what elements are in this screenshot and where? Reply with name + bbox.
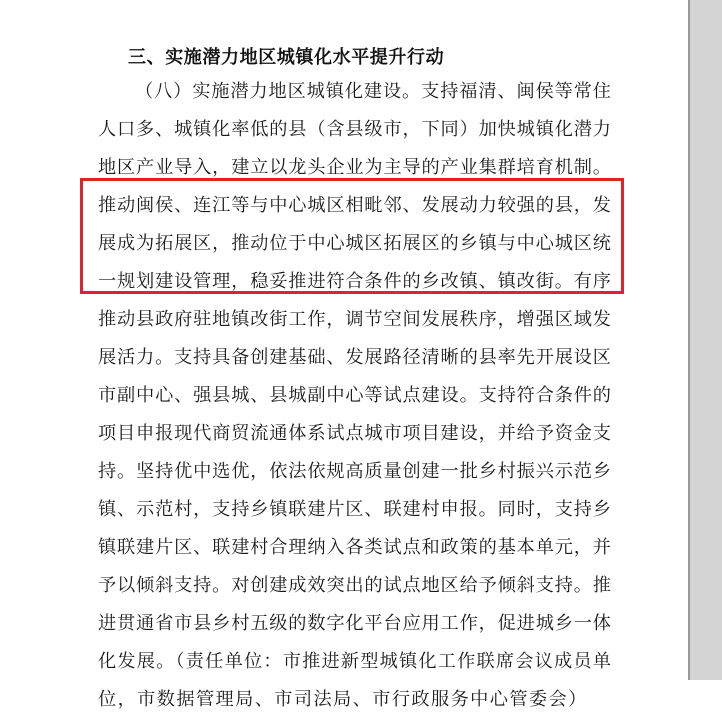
paragraph-line-11: 持。坚持优中选优，依法依规高质量创建一批乡村振兴示范乡 (98, 461, 611, 482)
paragraph-line-17: 位，市数据管理局、市司法局、市行政服务中心管委会） (98, 689, 588, 710)
paragraph-line-14: 予以倾斜支持。对创建成效突出的试点地区给予倾斜支持。推 (98, 575, 611, 596)
paragraph-line-7: 推动县政府驻地镇改街工作，调节空间发展秩序，增强区域发 (98, 309, 611, 330)
paragraph-line-3: 地区产业导入，建立以龙头企业为主导的产业集群培育机制。 (98, 157, 611, 178)
highlight-box (80, 178, 624, 294)
paragraph-line-6: 一规划建设管理，稳妥推进符合条件的乡改镇、镇改街。有序 (98, 271, 611, 292)
paragraph-line-5: 展成为拓展区，推动位于中心城区拓展区的乡镇与中心城区统 (98, 233, 611, 254)
paragraph-line-10: 项目申报现代商贸流通体系试点城市项目建设，并给予资金支 (98, 423, 611, 444)
section-heading: 三、实施潜力地区城镇化水平提升行动 (128, 47, 445, 68)
paragraph-line-9: 市副中心、强县城、县城副中心等试点建设。支持符合条件的 (98, 385, 611, 406)
paragraph-line-2: 人口多、城镇化率低的县（含县级市，下同）加快城镇化潜力 (98, 119, 611, 140)
paragraph-line-13: 镇联建片区、联建村合理纳入各类试点和政策的基本单元，并 (98, 537, 611, 558)
paragraph-line-1: （八）实施潜力地区城镇化建设。支持福清、闽侯等常住 (135, 81, 611, 102)
page-edge-shadow (688, 0, 690, 680)
paragraph-line-4: 推动闽侯、连江等与中心城区相毗邻、发展动力较强的县，发 (98, 195, 611, 216)
viewer-gutter (688, 0, 722, 680)
paragraph-line-8: 展活力。支持具备创建基础、发展路径清晰的县率先开展设区 (98, 347, 611, 368)
paragraph-line-16: 化发展。（责任单位：市推进新型城镇化工作联席会议成员单 (98, 651, 611, 672)
paragraph-line-12: 镇、示范村，支持乡镇联建片区、联建村申报。同时，支持乡 (98, 499, 611, 520)
paragraph-line-15: 进贯通省市县乡村五级的数字化平台应用工作，促进城乡一体 (98, 613, 611, 634)
